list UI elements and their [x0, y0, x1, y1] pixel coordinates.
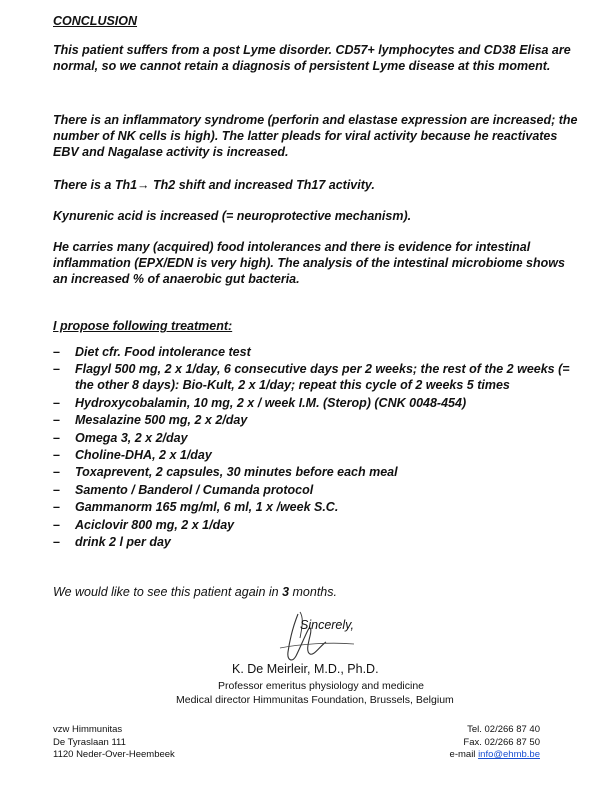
dash-bullet: –: [53, 362, 60, 377]
list-item: [53, 361, 583, 393]
dash-bullet: –: [53, 500, 60, 515]
treatment-list: [53, 344, 583, 551]
dash-bullet: –: [53, 517, 60, 532]
treatment-item-text: Gammanorm 165 mg/ml, 6 ml, 1 x /week S.C.: [75, 500, 339, 515]
treatment-item-text: Hydroxycobalamin, 10 mg, 2 x / week I.M. (Sterop) (CNK 0048-454): [75, 395, 467, 410]
closing-sentence: [53, 585, 337, 599]
conclusion-paragraph-3: There is a Th1→ Th2 shift and increased Th17 activity.: [53, 178, 375, 192]
footer-fax: Fax. 02/266 87 50: [463, 736, 540, 748]
list-item: [53, 517, 583, 533]
footer-street: De Tyraslaan 111: [53, 736, 126, 748]
treatment-item-text: Samento / Banderol / Cumanda protocol: [75, 482, 314, 497]
treatment-heading: I propose following treatment:: [53, 319, 233, 333]
treatment-item-text: Omega 3, 2 x 2/day: [75, 430, 188, 445]
dash-bullet: –: [53, 534, 60, 549]
signatory-title-2: Medical director Himmunitas Foundation, Brussels, Belgium: [176, 694, 454, 706]
list-item: [53, 395, 583, 411]
treatment-item-text: Mesalazine 500 mg, 2 x 2/day: [75, 413, 248, 428]
footer-email-label: e-mail: [449, 749, 479, 760]
dash-bullet: –: [53, 345, 60, 359]
dash-bullet: –: [53, 465, 60, 480]
closing-after: months.: [289, 585, 337, 599]
list-item: [53, 430, 583, 446]
conclusion-paragraph-1: This patient suffers from a post Lyme disorder. CD57+ lymphocytes and CD38 Elisa are normal, so we cannot retain a diagnosis of persistent Lyme disease at this moment.: [53, 43, 571, 73]
conclusion-paragraph-4: Kynurenic acid is increased (= neuroprotective mechanism).: [53, 209, 412, 223]
treatment-item-text: Diet cfr. Food intolerance test: [75, 345, 251, 359]
footer-contact: [450, 724, 540, 762]
footer-email-line: [450, 749, 540, 762]
list-item: [53, 464, 583, 480]
treatment-item-text: drink 2 l per day: [75, 534, 171, 549]
dash-bullet: –: [53, 413, 60, 428]
conclusion-paragraph-5: He carries many (acquired) food intolerances and there is evidence for intestinal inflammation (EPX/EDN is very high). The analysis of the intestinal microbiome shows an increased % of anaerobic gut bacteria.: [53, 240, 565, 286]
dash-bullet: –: [53, 395, 60, 410]
sincerely-text: Sincerely,: [300, 618, 354, 632]
treatment-item-text: Flagyl 500 mg, 2 x 1/day, 6 consecutive days per 2 weeks; the rest of the 2 weeks (= the other 8 days): Bio-Kult, 2 x 1/day; repeat this cycle of 2 weeks 5 times: [75, 362, 570, 393]
conclusion-heading: CONCLUSION: [53, 14, 138, 28]
dash-bullet: –: [53, 482, 60, 497]
list-item: [53, 447, 583, 463]
list-item: [53, 412, 583, 428]
footer-address: [53, 724, 175, 762]
closing-before: We would like to see this patient again in: [53, 585, 283, 599]
handwritten-signature-icon: [250, 608, 370, 668]
list-item: [53, 534, 583, 550]
footer-email-link[interactable]: info@ehmb.be: [478, 749, 540, 760]
treatment-item-text: Choline-DHA, 2 x 1/day: [75, 447, 212, 462]
dash-bullet: –: [53, 430, 60, 445]
footer-org: vzw Himmunitas: [53, 724, 123, 735]
list-item: [53, 482, 583, 498]
dash-bullet: –: [53, 447, 60, 462]
conclusion-paragraph-2: There is an inflammatory syndrome (perforin and elastase expression are increased; the number of NK cells is high). The latter pleads for viral activity because he reactivates EBV and Nagalase activity is increased.: [53, 113, 578, 159]
footer-tel: Tel. 02/266 87 40: [467, 724, 540, 735]
signatory-name: K. De Meirleir, M.D., Ph.D.: [232, 662, 379, 676]
list-item: [53, 344, 583, 360]
treatment-item-text: Toxaprevent, 2 capsules, 30 minutes before each meal: [75, 465, 398, 480]
list-item: [53, 499, 583, 515]
footer-city: 1120 Neder-Over-Heembeek: [53, 749, 175, 760]
signatory-title-1: Professor emeritus physiology and medicine: [218, 680, 425, 692]
closing-months: 3: [282, 585, 290, 599]
treatment-item-text: Aciclovir 800 mg, 2 x 1/day: [75, 517, 235, 532]
